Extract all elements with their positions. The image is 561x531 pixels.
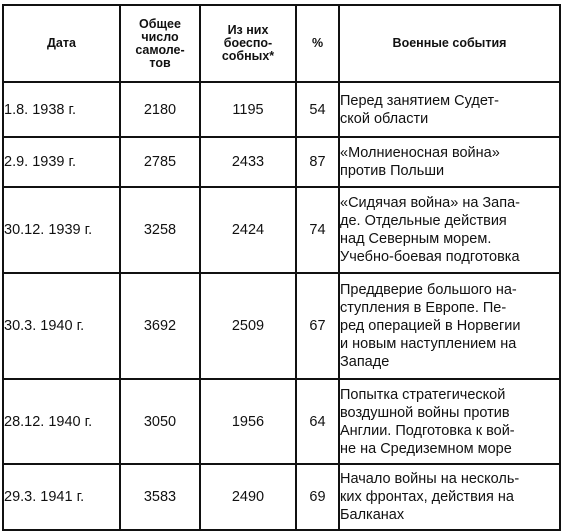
header-combat-ready: [200, 5, 296, 82]
header-total-line: Общее: [139, 16, 181, 31]
event-line: ской области: [340, 110, 429, 127]
aircraft-readiness-table: [2, 4, 561, 531]
header-date: Дата: [3, 5, 120, 82]
cell-percent: 64: [296, 379, 339, 464]
cell-date: 29.3. 1941 г.: [3, 464, 120, 530]
table-row: [3, 137, 560, 187]
cell-date: 1.8. 1938 г.: [3, 82, 120, 137]
cell-combat-ready: 2424: [200, 187, 296, 273]
cell-percent: 54: [296, 82, 339, 137]
cell-date: 2.9. 1939 г.: [3, 137, 120, 187]
cell-event: [339, 379, 560, 464]
cell-combat-ready: 1195: [200, 82, 296, 137]
cell-percent: 69: [296, 464, 339, 530]
cell-combat-ready: 2490: [200, 464, 296, 530]
header-combat-line: Из них: [227, 23, 269, 37]
event-line: Англии. Подготовка к вой-: [340, 422, 515, 439]
cell-total: 2180: [120, 82, 200, 137]
cell-combat-ready: 2433: [200, 137, 296, 187]
event-line: над Северным морем.: [340, 231, 492, 247]
cell-event: [339, 137, 560, 187]
event-line: Попытка стратегической: [340, 386, 506, 403]
cell-combat-ready: 2509: [200, 273, 296, 379]
event-line: де. Отдельные действия: [340, 213, 507, 229]
header-combat-line: собных*: [221, 49, 275, 63]
cell-total: 3692: [120, 273, 200, 379]
table-row: [3, 273, 560, 379]
cell-percent: 67: [296, 273, 339, 379]
event-line: ред операцией в Норвегии: [340, 318, 521, 334]
event-line: Балканах: [340, 507, 405, 523]
header-combat-line: боеспо-: [223, 36, 273, 50]
cell-combat-ready: 1956: [200, 379, 296, 464]
event-line: против Польши: [340, 163, 445, 179]
header-total-line: число: [141, 29, 179, 44]
event-line: Учебно-боевая подготовка: [340, 249, 520, 265]
event-line: «Сидячая война» на Запа-: [340, 195, 520, 211]
cell-percent: 74: [296, 187, 339, 273]
cell-event: [339, 82, 560, 137]
cell-date: 28.12. 1940 г.: [3, 379, 120, 464]
event-line: Начало войны на несколь-: [340, 471, 520, 487]
cell-total: 3258: [120, 187, 200, 273]
event-line: «Молниеносная война»: [340, 145, 500, 161]
header-percent: %: [296, 5, 339, 82]
cell-event: [339, 464, 560, 530]
table-row: [3, 464, 560, 530]
table-row: [3, 82, 560, 137]
header-total-line: тов: [149, 55, 171, 70]
table-header-row: [3, 5, 560, 82]
event-line: ких фронтах, действия на: [340, 489, 514, 505]
cell-date: 30.3. 1940 г.: [3, 273, 120, 379]
event-line: не на Средиземном море: [340, 440, 512, 457]
cell-event: [339, 187, 560, 273]
event-line: и новым наступлением на: [340, 336, 517, 352]
cell-percent: 87: [296, 137, 339, 187]
cell-date: 30.12. 1939 г.: [3, 187, 120, 273]
header-military-events: Военные события: [339, 5, 560, 82]
event-line: Перед занятием Судет-: [340, 92, 499, 109]
cell-total: 2785: [120, 137, 200, 187]
header-total-line: самоле-: [135, 42, 185, 57]
event-line: воздушной войны против: [340, 404, 510, 421]
table-row: [3, 187, 560, 273]
cell-event: [339, 273, 560, 379]
header-total-aircraft: [120, 5, 200, 82]
cell-total: 3583: [120, 464, 200, 530]
event-line: ступления в Европе. Пе-: [340, 300, 507, 316]
cell-total: 3050: [120, 379, 200, 464]
table-row: [3, 379, 560, 464]
event-line: Западе: [340, 354, 390, 370]
event-line: Преддверие большого на-: [340, 282, 517, 298]
